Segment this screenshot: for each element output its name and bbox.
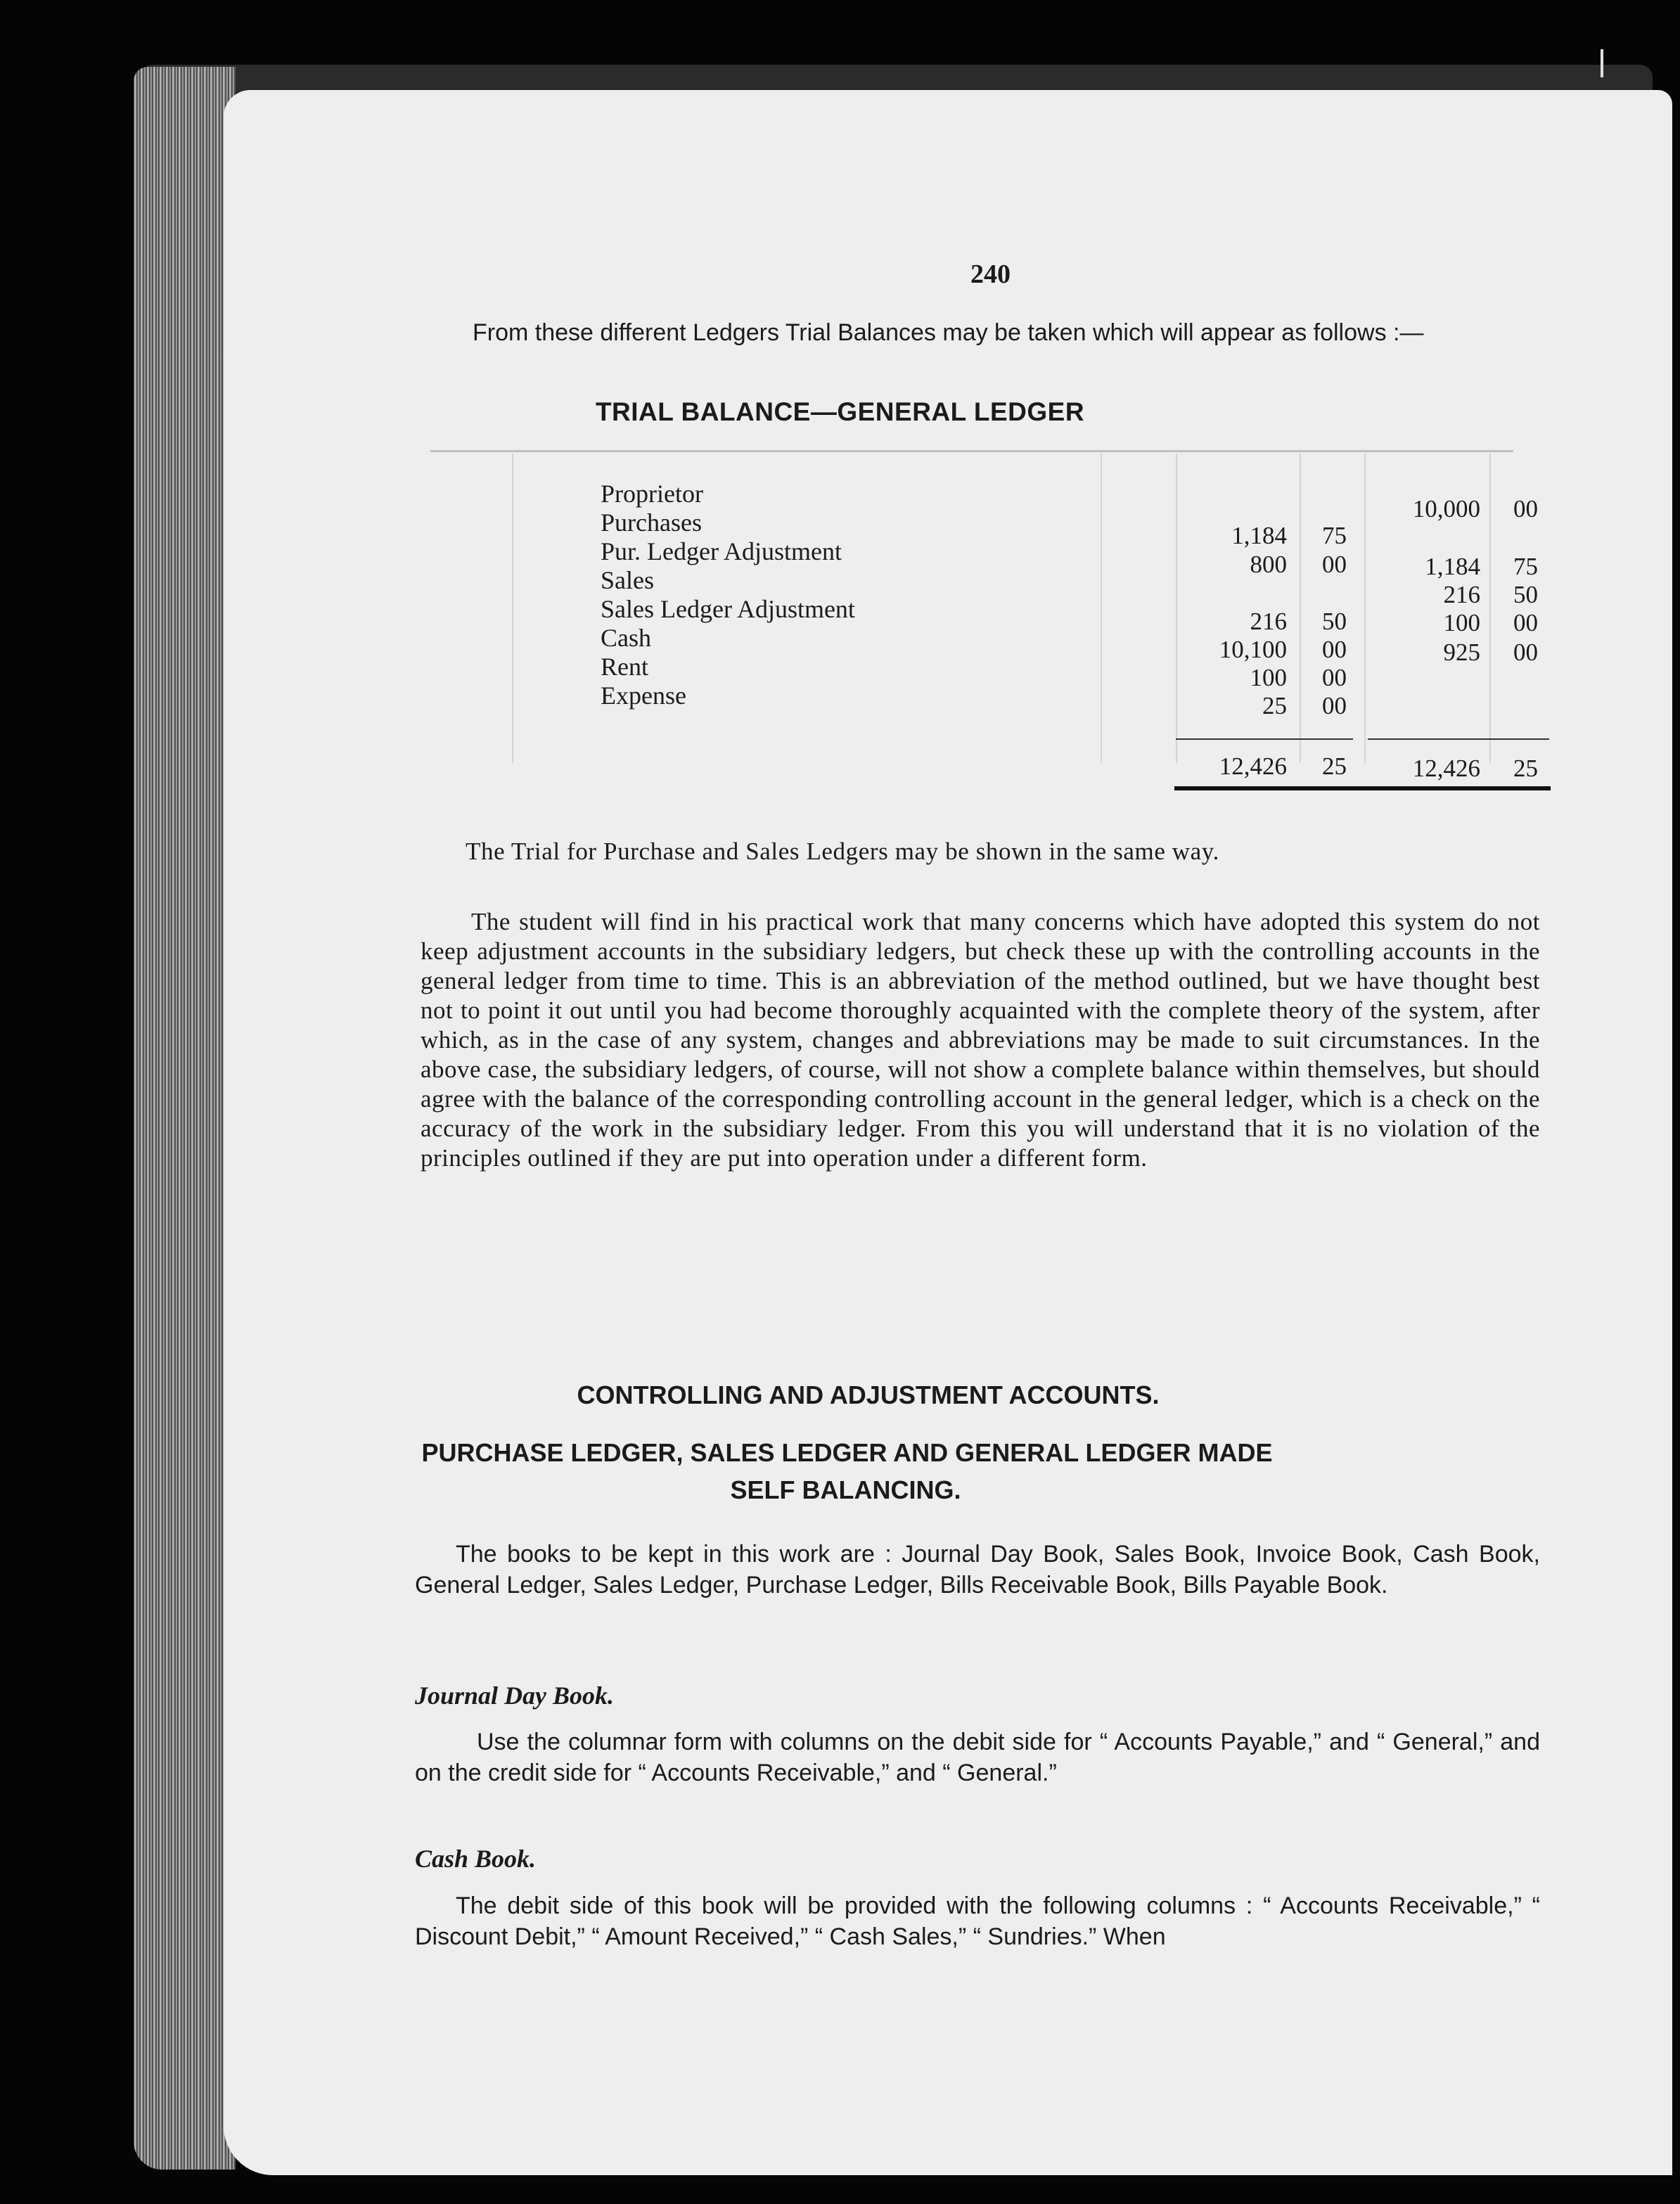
debit-cents: 75 bbox=[1322, 522, 1347, 549]
credit-amount: 100 bbox=[1443, 609, 1480, 636]
credit-cents: 50 bbox=[1513, 581, 1538, 608]
credit-amount: 10,000 bbox=[1412, 495, 1480, 523]
debit-amount: 100 bbox=[1250, 664, 1287, 691]
book-page-edges bbox=[134, 67, 236, 2170]
note-text: The Trial for Purchase and Sales Ledgers may be shown in the same way. bbox=[466, 838, 1219, 865]
double-total-rule bbox=[1174, 786, 1551, 790]
account-name: Cash bbox=[601, 624, 651, 652]
table-vertical-rule bbox=[1101, 454, 1102, 763]
debit-cents: 50 bbox=[1322, 608, 1347, 635]
credit-amount: 1,184 bbox=[1425, 553, 1480, 580]
credit-amount: 925 bbox=[1443, 639, 1480, 666]
account-name: Rent bbox=[601, 653, 648, 681]
sum-rule bbox=[1176, 738, 1353, 740]
subsection-heading: PURCHASE LEDGER, SALES LEDGER AND GENERAL LEDGER MADE bbox=[421, 1438, 1273, 1467]
table-vertical-rule bbox=[1489, 454, 1491, 763]
table-vertical-rule bbox=[1176, 454, 1177, 763]
account-name: Purchases bbox=[601, 508, 702, 537]
account-name: Expense bbox=[601, 681, 686, 710]
cash-heading: Cash Book. bbox=[415, 1845, 537, 1873]
sum-rule bbox=[1368, 738, 1549, 740]
book-top-edge bbox=[141, 65, 1653, 93]
debit-cents: 00 bbox=[1322, 551, 1347, 578]
table-vertical-rule bbox=[1300, 454, 1301, 763]
table-vertical-rule bbox=[1364, 454, 1366, 763]
debit-amount: 216 bbox=[1250, 608, 1287, 635]
account-names bbox=[601, 480, 855, 710]
table-top-rule bbox=[430, 450, 1513, 452]
debit-amount: 800 bbox=[1250, 551, 1287, 578]
cash-paragraph: The debit side of this book will be provided with the following columns : “ Accounts Receivable,” “ Discount Debit,” “ Amount Received,” “ Cash Sales,” “ Sundries.” When bbox=[415, 1892, 1540, 1950]
credit-cents: 00 bbox=[1513, 495, 1538, 523]
film-speck bbox=[1601, 49, 1603, 77]
debit-cents: 00 bbox=[1322, 664, 1347, 691]
books-paragraph: The books to be kept in this work are : Journal Day Book, Sales Book, Invoice Book, Cash Book, General Ledger, Sales Ledger, Purchase Ledger, Bills Receivable Book, Bills Payable Book. bbox=[415, 1541, 1540, 1598]
intro-text: From these different Ledgers Trial Balances may be taken which will appear as follows :— bbox=[473, 319, 1424, 346]
total-debit-cents: 25 bbox=[1322, 752, 1347, 780]
debit-amount: 1,184 bbox=[1231, 522, 1287, 549]
debit-amount: 25 bbox=[1262, 692, 1287, 719]
credit-cents: 00 bbox=[1513, 609, 1538, 636]
credit-cents: 75 bbox=[1513, 553, 1538, 580]
credit-amount: 216 bbox=[1443, 581, 1480, 608]
account-name: Sales Ledger Adjustment bbox=[601, 595, 855, 623]
journal-paragraph: Use the columnar form with columns on the debit side for “ Accounts Payable,” and “ General,” and on the credit side for “ Accounts Receivable,” and “ General.” bbox=[415, 1729, 1540, 1786]
debit-cents: 00 bbox=[1322, 692, 1347, 719]
total-debit: 12,426 bbox=[1219, 752, 1287, 780]
total-credit-cents: 25 bbox=[1513, 755, 1538, 782]
section-heading: CONTROLLING AND ADJUSTMENT ACCOUNTS. bbox=[577, 1380, 1160, 1409]
total-credit: 12,426 bbox=[1412, 755, 1480, 782]
body-paragraph: The student will find in his practical work that many concerns which have adopted this system do not keep adjustment accounts in the subsidiary ledgers, but check these up with the controlling accounts in the general ledger from time to time. This is an abbreviation of the method outlined, but we have thought best not to point it out until you had become thoroughly acquainted with the complete theory of the system, after which, as in the case of any system, changes and abbreviations may be made to suit circumstances. In the above case, the subsidiary ledgers, of course, will not show a complete balance within themselves, but should agree with the balance of the corresponding controlling account in the general ledger, which is a check on the accuracy of the work in the subsidiary ledger. From this you will understand that it is no violation of the principles outlined if they are put into operation under a different form. bbox=[421, 908, 1540, 1172]
account-name: Sales bbox=[601, 566, 654, 594]
page-number: 240 bbox=[970, 260, 1011, 289]
subsection-heading: SELF BALANCING. bbox=[730, 1475, 961, 1504]
table-vertical-rule bbox=[512, 454, 513, 763]
journal-heading: Journal Day Book. bbox=[415, 1681, 615, 1710]
account-name: Pur. Ledger Adjustment bbox=[601, 537, 842, 565]
debit-amount: 10,100 bbox=[1219, 636, 1287, 663]
account-name: Proprietor bbox=[601, 480, 703, 508]
credit-cents: 00 bbox=[1513, 639, 1538, 666]
trial-balance-title: TRIAL BALANCE—GENERAL LEDGER bbox=[595, 397, 1085, 426]
debit-cents: 00 bbox=[1322, 636, 1347, 663]
